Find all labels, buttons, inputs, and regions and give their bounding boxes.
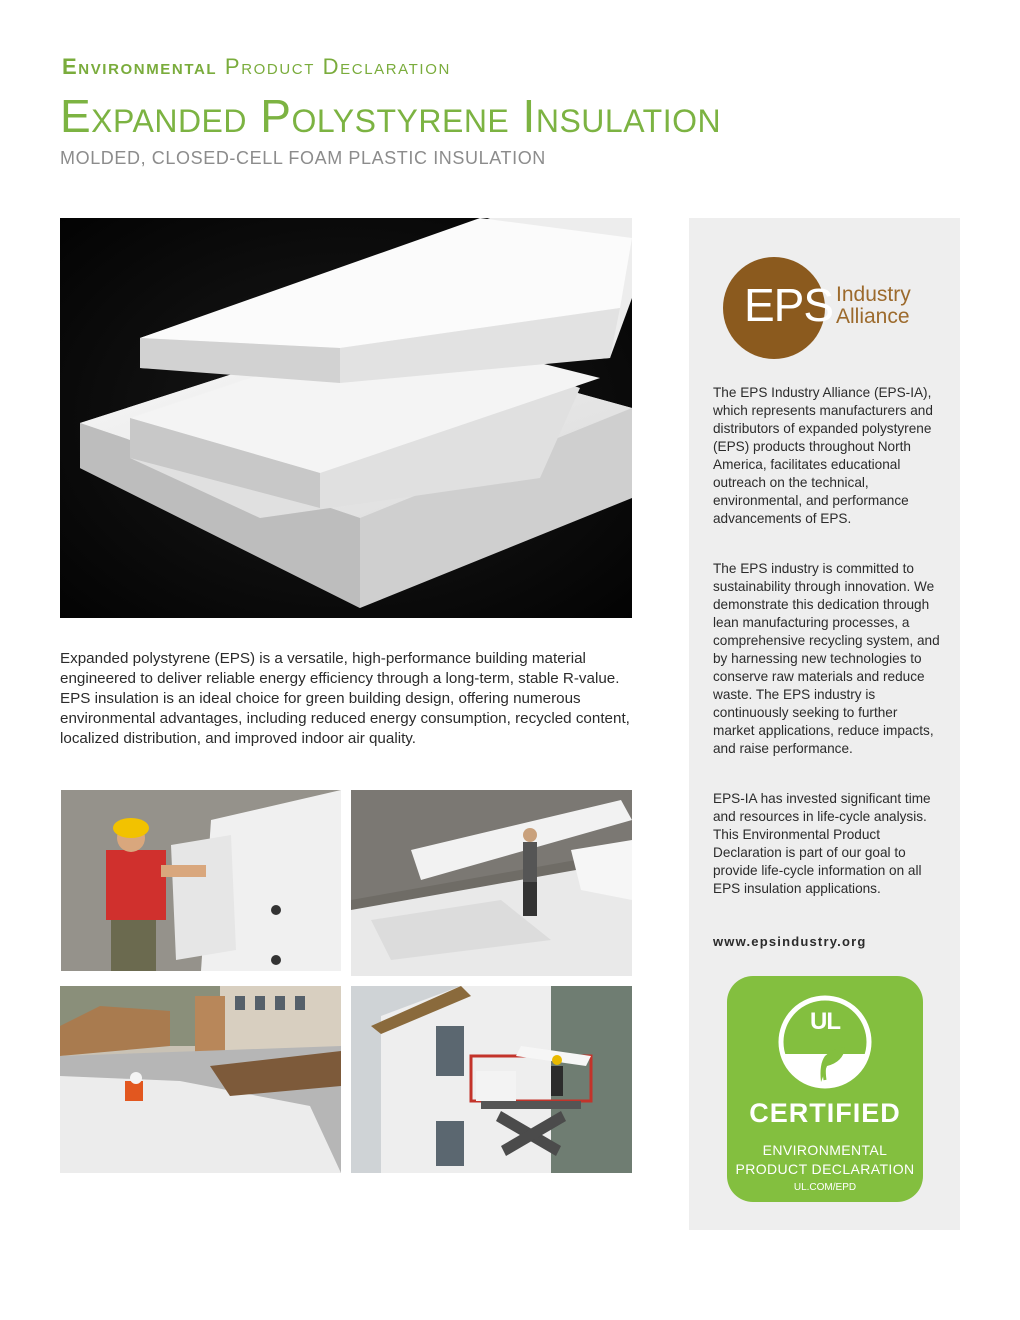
eps-logo-name-line1: Industry [836,283,911,306]
eps-logo-letters: EPS [744,279,834,331]
eps-logo-name-line2: Alliance [836,305,910,328]
intro-paragraph: Expanded polystyrene (EPS) is a versatile, high-performance building material engineered to deliver reliable energy efficiency through a long-term, stable R-value. EPS insulation is an ideal choice for green building design, offering numerous environmental advantages, including reduced energy consumption, recycled content, localized distribution, and improved indoor air quality. [60,650,630,747]
ul-certified-badge [727,976,923,1202]
ul-mark-text: UL [810,1008,840,1035]
badge-url: UL.COM/EPD [793,1182,857,1193]
website-link[interactable]: www.epsindustry.org [713,934,867,949]
photo-rooftop-install [60,986,341,1173]
photo-worker-carrying-panel [351,790,632,976]
eps-logo-name [836,284,911,328]
page-subtitle: MOLDED, CLOSED-CELL FOAM PLASTIC INSULATION [60,148,546,168]
doc-kicker [62,54,451,80]
kicker-rest: Product Declaration [224,54,451,79]
badge-line2: PRODUCT DECLARATION [735,1161,915,1177]
badge-line1: ENVIRONMENTAL [762,1142,888,1158]
page-title: Expanded Polystyrene Insulation [60,90,722,142]
sidebar-paragraph-2: The EPS industry is committed to sustainability through innovation. We demonstrate this dedication through lean manufacturing processes, a comprehensive recycling system, and by harnessing new technologies to conserve raw materials and reduce waste. The EPS industry is continuously seeking to further market applications, reduce impacts, and raise performance. [713,561,940,756]
photo-worker-installing-wall [61,790,341,971]
sidebar-paragraph-1: The EPS Industry Alliance (EPS-IA), which represents manufacturers and distributors of expanded polystyrene (EPS) products throughout North America, facilitates educational outreach on the technical, environmental, and performance advancements of EPS. [713,385,933,526]
kicker-bold: Environmental [62,54,218,79]
badge-certified: CERTIFIED [749,1098,901,1128]
hero-photo-eps-boards [60,218,632,618]
photo-lift-install [351,986,632,1173]
sidebar-paragraph-3: EPS-IA has invested significant time and resources in life-cycle analysis. This Environmental Product Declaration is part of our goal to provide life-cycle information on all EPS insulation applications. [713,791,931,896]
